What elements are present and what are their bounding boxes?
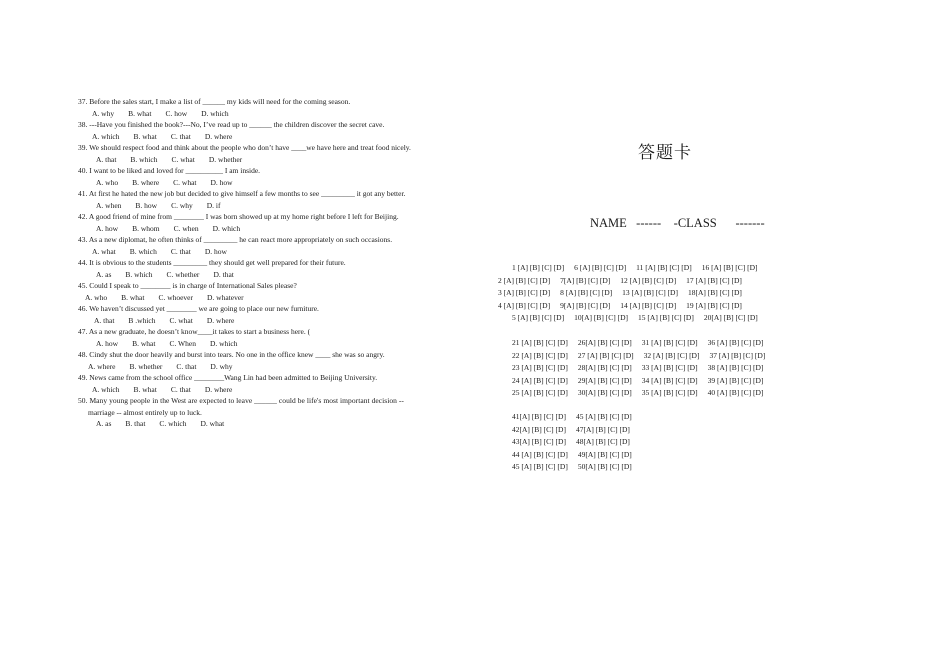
option-a: A. that: [96, 154, 117, 164]
question-options: [78, 292, 470, 304]
answer-cell: 8 [A] [B] [C] [D]: [560, 288, 613, 297]
option-d: D. which: [209, 338, 238, 348]
question-44: [78, 257, 470, 280]
option-c: C. that: [170, 384, 191, 394]
questions-column: [78, 96, 470, 430]
question-47: [78, 326, 470, 349]
question-options: [78, 131, 470, 143]
question-stem: 50. Many young people in the West are expected to leave ______ could be life's most important decision --: [78, 396, 404, 405]
question-stem: 48. Cindy shut the door heavily and burst into tears. No one in the office knew ____ she was so angry.: [78, 350, 385, 359]
answer-cell: 38 [A] [B] [C] [D]: [707, 363, 764, 372]
option-d: D. why: [210, 361, 233, 371]
answer-cell: 40 [A] [B] [C] [D]: [707, 388, 764, 397]
option-d: D. where: [204, 131, 233, 141]
question-40: [78, 165, 470, 188]
option-a: A. how: [96, 338, 119, 348]
answer-cell: 25 [A] [B] [C] [D]: [512, 388, 568, 397]
question-options: [78, 418, 470, 430]
question-stem: 44. It is obvious to the students _________ they should get well prepared for their future.: [78, 258, 346, 267]
answer-cell: 31 [A] [B] [C] [D]: [641, 338, 698, 347]
option-d: D. which: [212, 223, 241, 233]
answer-cell: 20[A] [B] [C] [D]: [703, 313, 758, 322]
question-50: [78, 395, 470, 430]
option-d: D. whether: [208, 154, 243, 164]
answer-cell: 45 [A] [B] [C] [D]: [575, 412, 632, 421]
option-b: B. what: [132, 338, 156, 348]
question-options: [78, 200, 470, 212]
option-c: C. whether: [166, 269, 200, 279]
option-a: A. what: [92, 246, 116, 256]
answer-block-21-40: [512, 337, 775, 400]
question-stem: 38. ---Have you finished the book?---No, I’ve read up to ______ the children discover the secret cave.: [78, 120, 385, 129]
answer-cell: 15 [A] [B] [C] [D]: [638, 313, 694, 322]
question-stem: 42. A good friend of mine from ________ I was born showed up at my home right before I left for Beijing.: [78, 212, 399, 221]
answer-cell: 27 [A] [B] [C] [D]: [577, 350, 634, 360]
answer-row: [512, 375, 775, 388]
answer-block-1-20: [498, 262, 768, 325]
answer-cell: 36 [A] [B] [C] [D]: [707, 338, 764, 347]
answer-card-title: 答题卡: [638, 143, 692, 163]
question-41: [78, 188, 470, 211]
answer-cell: 43[A] [B] [C] [D]: [512, 437, 566, 446]
question-49: [78, 372, 470, 395]
question-options: [78, 223, 470, 235]
question-stem: 45. Could I speak to ________ is in charge of International Sales please?: [78, 281, 297, 290]
option-c: C. When: [169, 338, 196, 348]
question-stem: 47. As a new graduate, he doesn’t know____it takes to start a business here. (: [78, 327, 311, 336]
answer-cell: 39 [A] [B] [C] [D]: [707, 375, 764, 385]
option-a: A. which: [92, 384, 120, 394]
option-a: A. as: [96, 419, 112, 428]
question-options: [78, 315, 470, 327]
option-b: B. whether: [129, 361, 163, 371]
answer-cell: 44 [A] [B] [C] [D]: [512, 449, 568, 459]
answer-cell: 6 [A] [B] [C] [D]: [574, 263, 627, 272]
question-options: [78, 154, 470, 166]
question-stem: 41. At first he hated the new job but decided to give himself a few months to see _________ it got any better.: [78, 189, 406, 198]
answer-cell: 18[A] [B] [C] [D]: [687, 288, 742, 297]
answer-cell: 5 [A] [B] [C] [D]: [512, 313, 565, 322]
option-c: C. that: [170, 131, 191, 141]
answer-cell: 10[A] [B] [C] [D]: [574, 313, 629, 322]
option-b: B. which: [125, 269, 153, 279]
answer-cell: 29[A] [B] [C] [D]: [577, 375, 632, 385]
option-b: B. where: [132, 177, 160, 187]
answer-row: [512, 337, 775, 350]
option-b: B .which: [128, 315, 156, 325]
option-d: D. if: [206, 200, 221, 210]
option-b: B. that: [125, 419, 146, 428]
question-39: [78, 142, 470, 165]
option-b: B. which: [130, 154, 158, 164]
question-options: [78, 384, 470, 396]
answer-row: [512, 436, 642, 449]
answer-cell: 7[A] [B] [C] [D]: [560, 275, 611, 285]
answer-cell: 28[A] [B] [C] [D]: [577, 363, 632, 372]
option-d: D. where: [206, 315, 235, 325]
question-43: [78, 234, 470, 257]
answer-cell: 30[A] [B] [C] [D]: [577, 388, 632, 397]
answer-cell: 42[A] [B] [C] [D]: [512, 424, 566, 434]
option-a: A. why: [92, 108, 115, 118]
answer-cell: 45 [A] [B] [C] [D]: [512, 462, 568, 471]
answer-cell: 9[A] [B] [C] [D]: [560, 300, 611, 310]
option-b: B. what: [121, 292, 145, 302]
answer-row: [498, 262, 768, 275]
answer-cell: 13 [A] [B] [C] [D]: [622, 288, 678, 297]
option-b: B. how: [135, 200, 158, 210]
answer-cell: 49[A] [B] [C] [D]: [577, 449, 632, 459]
answer-cell: 41[A] [B] [C] [D]: [512, 412, 566, 421]
option-b: B. whom: [132, 223, 160, 233]
answer-cell: 26[A] [B] [C] [D]: [577, 338, 632, 347]
question-options: [78, 108, 470, 120]
answer-cell: 47[A] [B] [C] [D]: [575, 424, 630, 434]
answer-cell: 32 [A] [B] [C] [D]: [643, 350, 700, 360]
question-options: [78, 361, 470, 373]
option-d: D. where: [204, 384, 233, 394]
question-stem: 46. We haven’t discussed yet ________ we are going to place our new furniture.: [78, 304, 319, 313]
option-c: C. why: [171, 200, 193, 210]
question-options: [78, 177, 470, 189]
option-b: B. what: [133, 384, 157, 394]
question-38: [78, 119, 470, 142]
option-c: C. that: [170, 246, 191, 256]
answer-block-41-50: [512, 411, 642, 474]
question-options: [78, 246, 470, 258]
option-a: A. who: [96, 177, 119, 187]
answer-cell: 37 [A] [B] [C] [D]: [709, 350, 766, 360]
answer-cell: 35 [A] [B] [C] [D]: [641, 388, 698, 397]
answer-row: [512, 387, 775, 400]
question-37: [78, 96, 470, 119]
question-48: [78, 349, 470, 372]
answer-row: [498, 287, 768, 300]
question-stem: 49. News came from the school office ________Wang Lin had been admitted to Beijing University.: [78, 373, 378, 382]
option-a: A. which: [92, 131, 120, 141]
answer-cell: 22 [A] [B] [C] [D]: [512, 350, 568, 360]
option-c: C. that: [176, 361, 197, 371]
question-options: [78, 269, 470, 281]
answer-cell: 4 [A] [B] [C] [D]: [498, 300, 551, 310]
option-d: D. how: [210, 177, 233, 187]
answer-cell: 21 [A] [B] [C] [D]: [512, 338, 568, 347]
option-d: D. which: [201, 108, 229, 118]
answer-cell: 23 [A] [B] [C] [D]: [512, 363, 568, 372]
option-a: A. when: [96, 200, 122, 210]
option-d: D. how: [204, 246, 227, 256]
answer-row: [498, 300, 768, 313]
answer-cell: 12 [A] [B] [C] [D]: [620, 275, 677, 285]
answer-row: [512, 449, 642, 462]
answer-row: [512, 424, 642, 437]
question-45: [78, 280, 470, 303]
option-c: C. which: [159, 419, 187, 428]
option-a: A. that: [94, 315, 115, 325]
option-c: C. what: [171, 154, 195, 164]
answer-cell: 11 [A] [B] [C] [D]: [636, 263, 692, 272]
option-a: A. who: [85, 292, 108, 302]
answer-cell: 3 [A] [B] [C] [D]: [498, 288, 551, 297]
answer-cell: 14 [A] [B] [C] [D]: [620, 300, 677, 310]
answer-row: [512, 461, 642, 474]
answer-cell: 48[A] [B] [C] [D]: [575, 437, 630, 446]
answer-cell: 16 [A] [B] [C] [D]: [701, 263, 758, 272]
question-options: [78, 338, 470, 350]
option-a: A. where: [88, 361, 116, 371]
question-stem-continued: marriage -- almost entirely up to luck.: [88, 407, 202, 417]
answer-row: [498, 312, 768, 325]
answer-cell: 50[A] [B] [C] [D]: [577, 462, 632, 471]
answer-cell: 24 [A] [B] [C] [D]: [512, 375, 568, 385]
question-46: [78, 303, 470, 326]
option-b: B. what: [128, 108, 152, 118]
question-stem: 40. I want to be liked and loved for __________ I am inside.: [78, 166, 261, 175]
answer-cell: 34 [A] [B] [C] [D]: [641, 375, 698, 385]
option-c: C. what: [169, 315, 193, 325]
name-class-line: NAME ------ -CLASS -------: [590, 216, 765, 230]
answer-cell: 1 [A] [B] [C] [D]: [512, 263, 565, 272]
option-c: C. how: [165, 108, 188, 118]
answer-row: [512, 350, 775, 363]
answer-cell: 2 [A] [B] [C] [D]: [498, 275, 551, 285]
answer-cell: 17 [A] [B] [C] [D]: [686, 275, 742, 285]
option-b: B. what: [133, 131, 157, 141]
option-c: C. whoever: [158, 292, 194, 302]
option-a: A. as: [96, 269, 112, 279]
option-d: D. whatever: [207, 292, 244, 302]
answer-cell: 19 [A] [B] [C] [D]: [686, 300, 742, 310]
answer-row: [512, 411, 642, 424]
option-a: A. how: [96, 223, 119, 233]
option-c: C. what: [173, 177, 197, 187]
answer-row: [512, 362, 775, 375]
option-c: C. when: [173, 223, 199, 233]
question-stem: 43. As a new diplomat, he often thinks of _________ he can react more appropriately on such occasions.: [78, 235, 393, 244]
question-42: [78, 211, 470, 234]
question-stem: 39. We should respect food and think about the people who don’t have ____we have here and treat food nicely.: [78, 143, 411, 152]
option-d: D. what: [200, 419, 225, 428]
question-stem: 37. Before the sales start, I make a list of ______ my kids will need for the coming season.: [78, 97, 351, 106]
option-d: D. that: [213, 269, 234, 279]
answer-row: [498, 275, 768, 288]
option-b: B. which: [129, 246, 157, 256]
answer-cell: 33 [A] [B] [C] [D]: [641, 363, 698, 372]
